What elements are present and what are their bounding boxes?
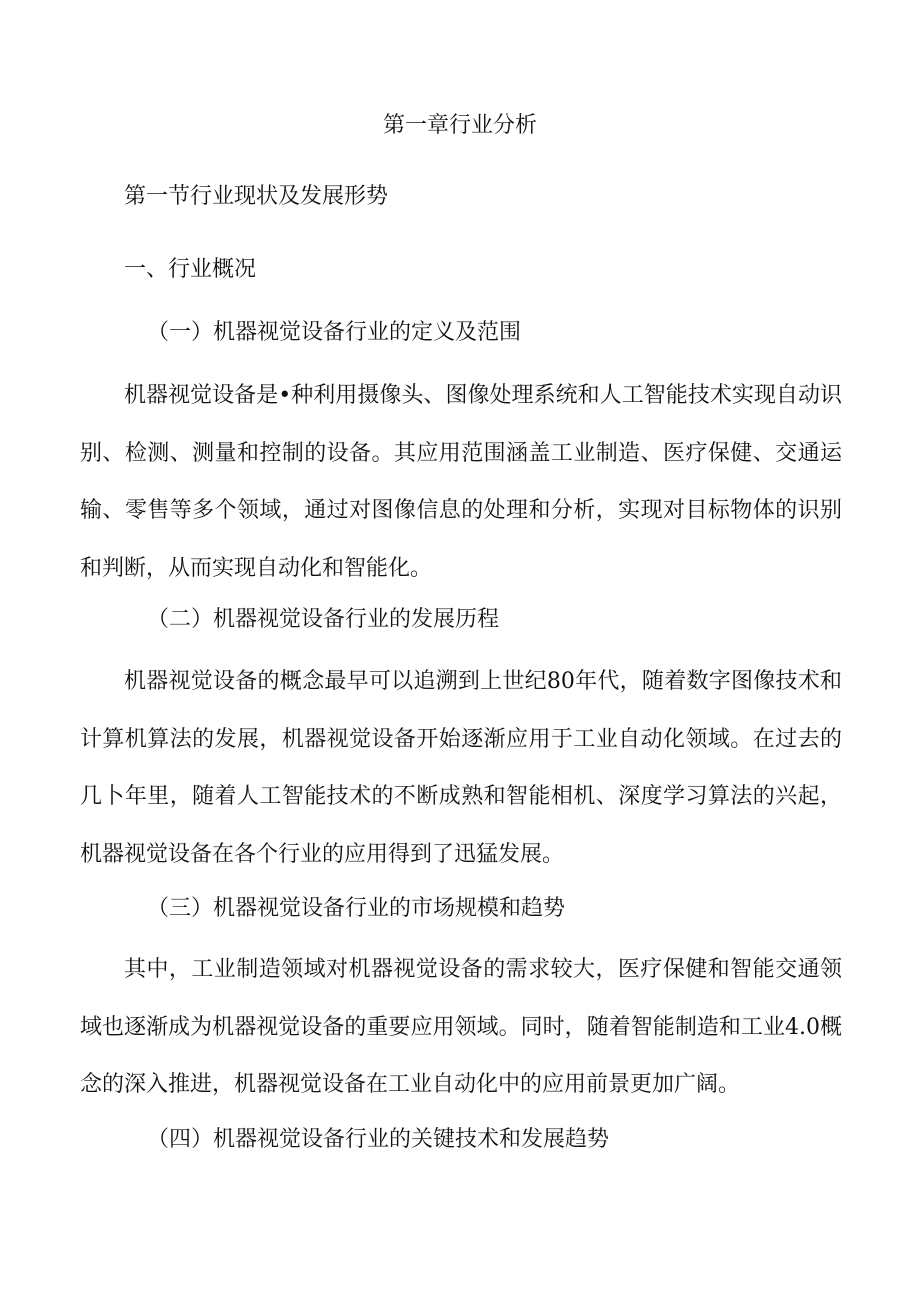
subsection-heading-1: （一）机器视觉设备行业的定义及范围 [147, 320, 522, 345]
subsection-heading-4: （四）机器视觉设备行业的关键技术和发展趋势 [147, 1127, 610, 1152]
section-title: 第一节行业现状及发展形势 [124, 184, 389, 209]
part-title: 一、行业概况 [124, 257, 257, 282]
subsection-paragraph-2: 机器视觉设备的概念最早可以追溯到上世纪80年代，随着数字图像技术和计算机算法的发展，机器视觉设备开始逐渐应用于工业自动化领域。在过去的几卜年里，随着人工智能技术的不断成熟和智能相机、深度学习算法的兴起，机器视觉设备在各个行业的应用得到了迅猛发展。 [80, 669, 842, 867]
subsection-paragraph-1: 机器视觉设备是•种利用摄像头、图像处理系统和人工智能技术实现自动识别、检测、测量和控制的设备。其应用范围涵盖工业制造、医疗保健、交通运输、零售等多个领域，通过对图像信息的处理和分析，实现对目标物体的识别和判断，从而实现自动化和智能化。 [80, 383, 842, 581]
subsection-heading-3: （三）机器视觉设备行业的市场规模和趋势 [147, 896, 566, 921]
subsection-paragraph-3: 其中，工业制造领域对机器视觉设备的需求较大，医疗保健和智能交通领域也逐渐成为机器视觉设备的重要应用领域。同时，随着智能制造和工业4.0概念的深入推进，机器视觉设备在工业自动化中的应用前景更加广阔。 [80, 957, 842, 1097]
chapter-title: 第一章行业分析 [382, 113, 537, 138]
subsection-heading-2: （二）机器视觉设备行业的发展历程 [147, 607, 500, 632]
